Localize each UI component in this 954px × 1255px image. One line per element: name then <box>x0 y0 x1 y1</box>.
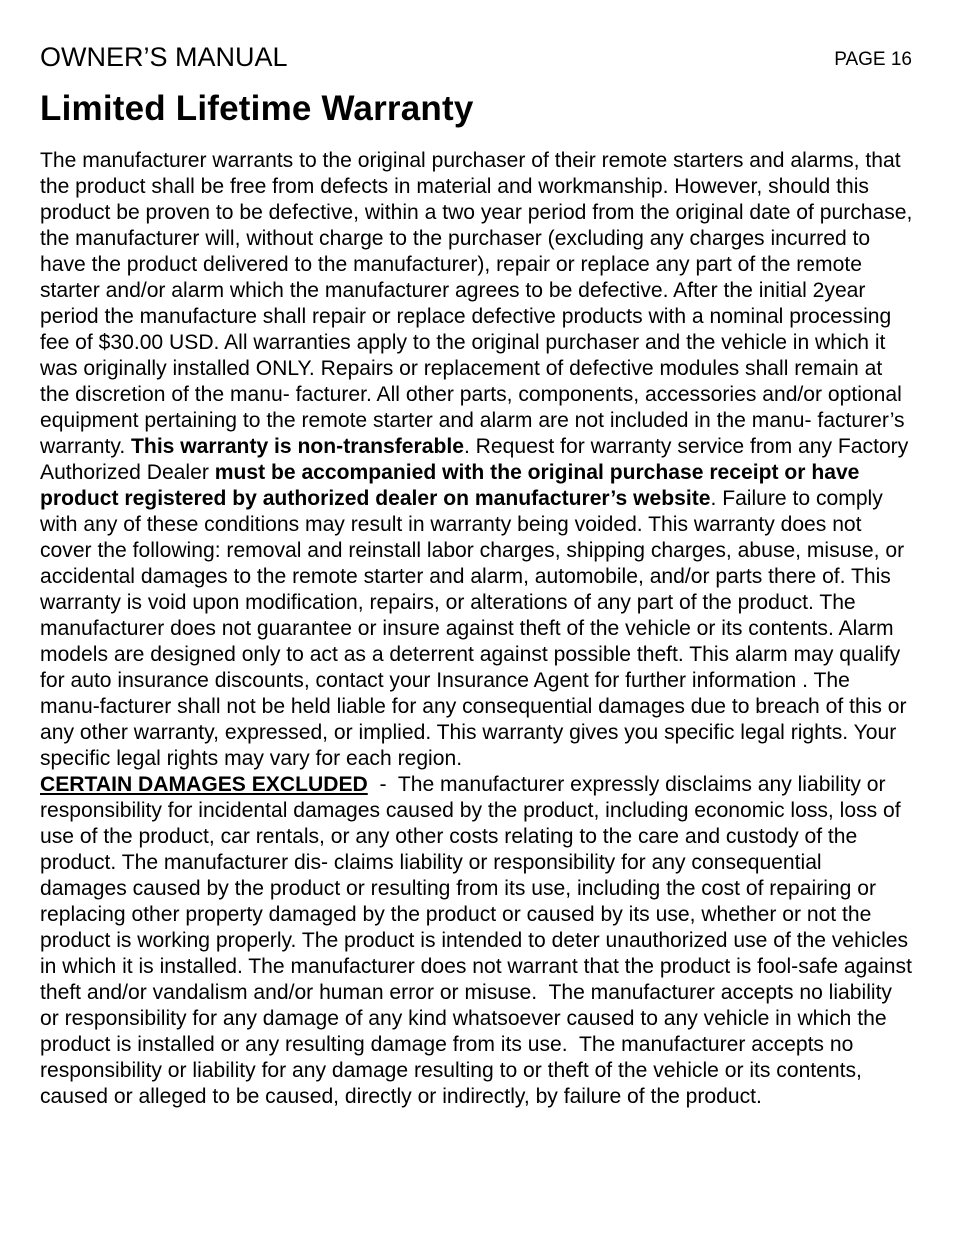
page-number: PAGE 16 <box>834 49 912 70</box>
warranty-text-part3: . Failure to comply with any of these conditions may result in warranty being voided. This warranty does not cover the following: removal and reinstall labor charges, shipping charges, abuse, misuse, or accidental damages to the remote starter and alarm, automobile, and/or parts there of. This warranty is void upon modification, repairs, or alterations of any part of the product. The manufacturer does not guarantee or insure against theft of the vehicle or its contents. Alarm models are designed only to act as a deterrent against possible theft. This alarm may qualify for auto insurance discounts, contact your Insurance Agent for further information . The manu-facturer shall not be held liable for any consequential damages due to breach of this or any other warranty, expressed, or implied. This warranty gives you specific legal rights. Your specific legal rights may vary for each region. <box>40 487 907 770</box>
warranty-text-part2: . Request for warranty service from any Factory Authorized Dealer <box>40 435 909 484</box>
warranty-body <box>40 148 918 1110</box>
manual-label: OWNER’S MANUAL <box>40 42 288 72</box>
warranty-paragraph <box>40 148 914 772</box>
receipt-requirement-notice: must be accompanied with the original purchase receipt or have product registered by authorized dealer on manufacturer’s website <box>40 461 860 510</box>
warranty-text-part1: The manufacturer warrants to the original purchaser of their remote starters and alarms, that the product shall be free from defects in material and workmanship. However, should this product be proven to be defective, within a two year period from the original date of purchase, the manufacturer will, without charge to the purchaser (excluding any charges incurred to have the product delivered to the manufacturer), repair or replace any part of the remote starter and/or alarm which the manufacturer agrees to be defective. After the initial 2year period the manufacture shall repair or replace defective products with a nominal processing fee of $30.00 USD. All warranties apply to the original purchaser and the vehicle in which it was originally installed ONLY. Repairs or replacement of defective modules shall remain at the discretion of the manu- facturer. All other parts, components, accessories and/or optional equipment pertaining to the remote starter and alarm are not included in the manu- facturer’s warranty. <box>40 149 913 458</box>
damages-excluded-heading: CERTAIN DAMAGES EXCLUDED <box>40 773 368 796</box>
page-title: Limited Lifetime Warranty <box>40 89 474 128</box>
page-header <box>40 40 912 74</box>
non-transferable-notice: This warranty is non-transferable <box>131 435 464 458</box>
damages-excluded-text: - The manufacturer expressly disclaims any liability or responsibility for incidental damages caused by the product, including economic loss, loss of use of the product, car rentals, or any other costs relating to the care and custody of the product. The manufacturer dis- claims liability or responsibility for any consequential damages caused by the product or resulting from its use, including the cost of repairing or replacing other property damaged by the product or caused by its use, whether or not the product is working properly. The product is intended to deter unauthorized use of the vehicles in which it is installed. The manufacturer does not warrant that the product is fool-safe against theft and/or vandalism and/or human error or misuse. The manufacturer accepts no liability or responsibility for any damage of any kind whatsoever caused to any vehicle in which the product is installed or any resulting damage from its use. The manufacturer accepts no responsibility or liability for any damage resulting to or theft of the vehicle or its contents, caused or alleged to be caused, directly or indirectly, by failure of the product. <box>40 773 918 1108</box>
damages-excluded-paragraph <box>40 772 918 1110</box>
